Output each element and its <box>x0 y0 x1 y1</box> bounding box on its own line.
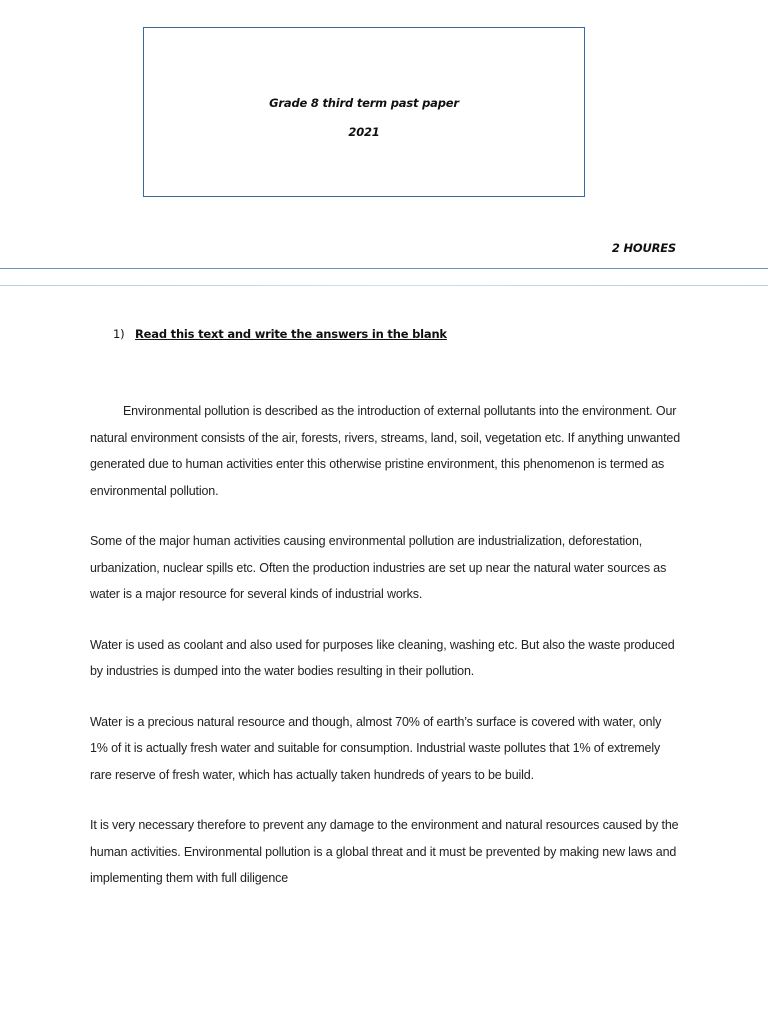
divider-line <box>0 268 768 269</box>
title-box <box>143 27 585 197</box>
passage-paragraph: Water is a precious natural resource and though, almost 70% of earth’s surface is covered with water, only 1% of it is actually fresh water and suitable for consumption. Industrial waste pollutes that 1% of extremely rare reserve of fresh water, which has actually taken hundreds of years to be build. <box>90 714 662 782</box>
passage-paragraph: It is very necessary therefore to prevent any damage to the environment and natural resources caused by the human activities. Environmental pollution is a global threat and it must be prevented by making new laws and implementing them with full diligence <box>90 818 679 885</box>
passage-paragraph: Water is used as coolant and also used for purposes like cleaning, washing etc. But also the waste produced by industries is dumped into the water bodies resulting in their pollution. <box>90 637 675 678</box>
question-heading <box>113 327 447 341</box>
question-instruction: Read this text and write the answers in the blank <box>135 327 447 341</box>
paper-title: Grade 8 third term past paper <box>269 96 459 110</box>
exam-duration: 2 HOURES <box>611 241 676 255</box>
passage-paragraph: Environmental pollution is described as the introduction of external pollutants into the environment. Our natural environment consists of the air, forests, rivers, streams, land, soil, vegetation etc. If anything unwanted generated due to human activities enter this otherwise pristine environment, this phenomenon is termed as environmental pollution. <box>90 404 681 498</box>
passage-paragraph: Some of the major human activities causing environmental pollution are industrialization, deforestation, urbanization, nuclear spills etc. Often the production industries are set up near the natural water sources as water is a major resource for several kinds of industrial works. <box>90 534 667 601</box>
divider-line-secondary <box>0 285 768 286</box>
paper-year: 2021 <box>348 125 380 139</box>
reading-passage <box>90 398 680 916</box>
question-number: 1) <box>113 327 125 341</box>
